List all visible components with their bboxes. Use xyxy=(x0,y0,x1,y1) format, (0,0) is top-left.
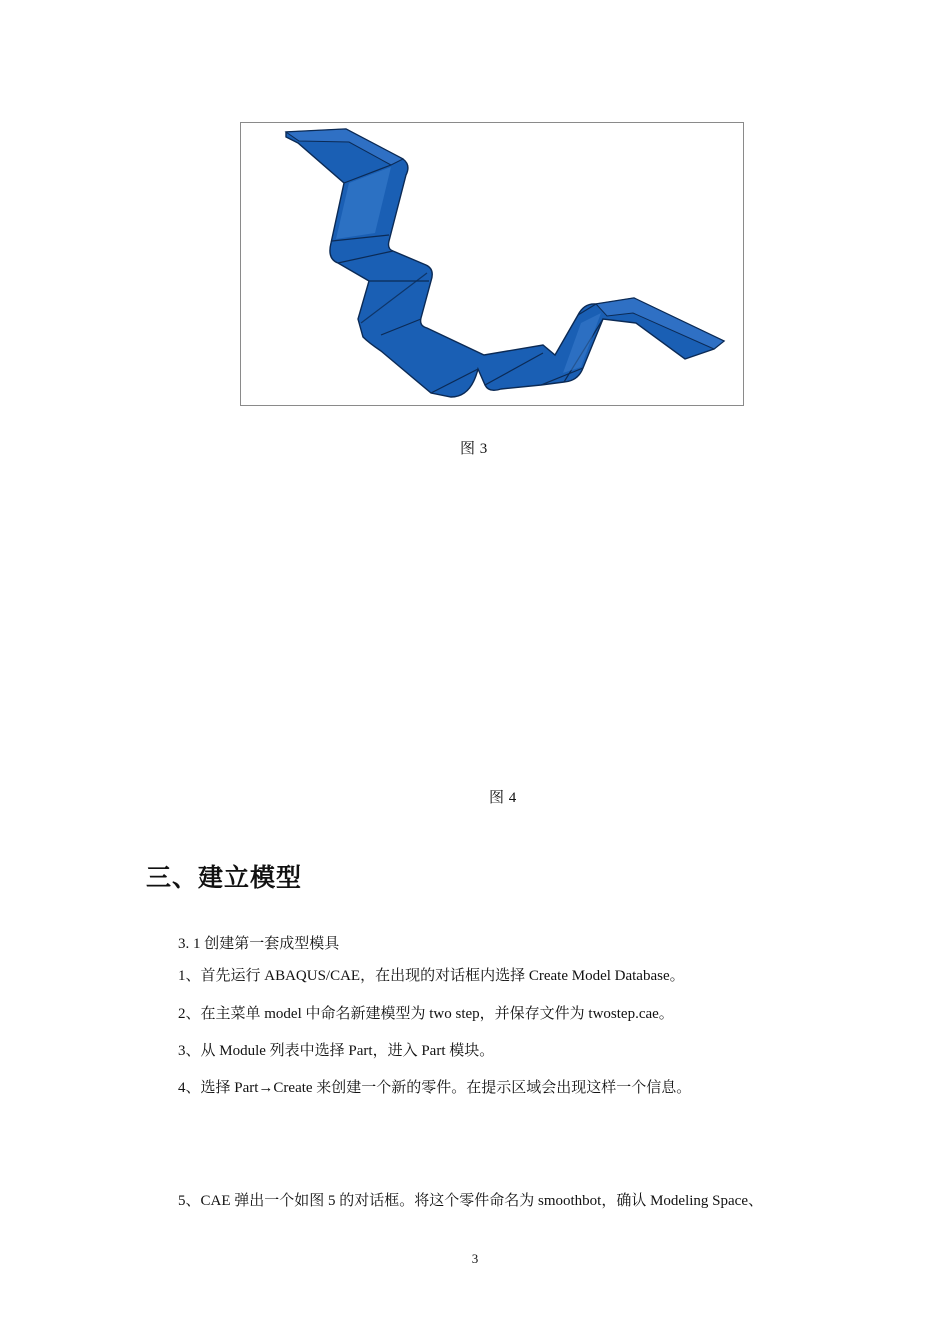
step-2-text: 2、在主菜单 model 中命名新建模型为 two step，并保存文件为 twostep.cae。 xyxy=(178,1006,674,1022)
figure-3-caption: 图 3 xyxy=(460,441,488,457)
step-5-text: 5、CAE 弹出一个如图 5 的对话框。将这个零件命名为 smoothbot，确认 Modeling Space、 xyxy=(178,1193,763,1209)
figure-4-caption: 图 4 xyxy=(489,790,517,806)
section-heading: 三、建立模型 xyxy=(146,863,303,892)
step-3-text: 3、从 Module 列表中选择 Part，进入 Part 模块。 xyxy=(178,1043,495,1059)
sheet-body xyxy=(286,129,724,397)
formed-sheet-render xyxy=(241,123,744,406)
step-4-text: 4、选择 Part→Create 来创建一个新的零件。在提示区域会出现这样一个信息。 xyxy=(178,1080,692,1096)
step-1-text: 1、首先运行 ABAQUS/CAE，在出现的对话框内选择 Create Model Database。 xyxy=(178,968,685,984)
figure-3-image xyxy=(240,122,744,406)
page-number: 3 xyxy=(471,1251,479,1266)
subsection-title: 3. 1 创建第一套成型模具 xyxy=(178,936,340,952)
